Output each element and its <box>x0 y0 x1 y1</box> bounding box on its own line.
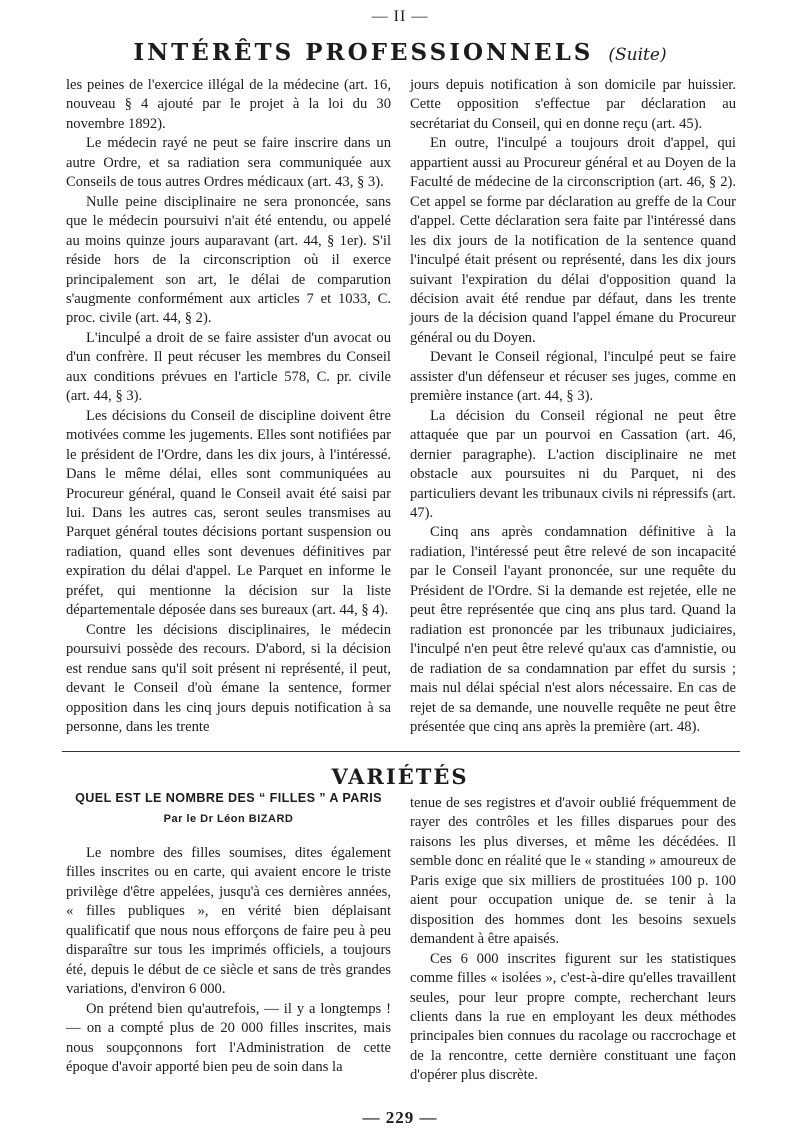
paragraph: jours depuis notification à son domicile par huissier. Cette opposition s'effectue par déclaration au secrétariat du Conseil, qui en donne reçu (art. 45). <box>410 77 736 132</box>
top-right-column <box>410 76 736 737</box>
paragraph: Le médecin rayé ne peut se faire inscrire dans un autre Ordre, et sa radiation sera communiquée aux Conseils de tous autres Ordres médicaux (art. 43, § 3). <box>66 135 391 191</box>
varietes-heading: VARIÉTÉS <box>331 764 469 789</box>
paragraph: Cinq ans après condamnation définitive à la radiation, l'intéressé peut être relevé de son incapacité par le Conseil l'ayant prononcée, sur une requête du Président de l'Ordre. Si la demande est rejetée, elle ne peut être représentée que cinq ans plus tard. Quand la radiation est prononcée par les tribunaux judiciaires, l'inculpé n'en peut être relevé qu'aux cas d'amnistie, ou de radiation de sa condamnation par effet du sursis ; mais nul délai spécial n'est alors nécessaire. En cas de rejet de sa demande, une nouvelle requête ne peut être présentée que cinq ans après la première (art. 48). <box>410 524 736 735</box>
paragraph: Contre les décisions disciplinaires, le médecin poursuivi possède des recours. D'abord, si la décision est rendue sans qu'il soit présent ni représenté, il peut, devant le Conseil d'où émane la sentence, former opposition dans les cinq jours depuis notification à sa personne, dans les trente <box>66 621 391 735</box>
paragraph: tenue de ses registres et d'avoir oublié fréquemment de rayer des contrôles et les filles disparues pour des raisons les plus diverses, et même les décédées. Il semble donc en réalité que le « standing » amoureux de Paris exige que six milliers de prostituées 100 p. 100 aient pour occupation unique de. se tenir à la disposition des hommes dont les besoins sexuels demandent à être apaisés. <box>410 795 736 948</box>
paragraph: Ces 6 000 inscrites figurent sur les statistiques comme filles « isolées », c'est-à-dire qu'elles travaillent seules, pour leur propre compte, recherchant leurs clients dans la rue en employant les deux méthodes principales bien connues du racolage ou raccrochage et de la rencontre, cette dernière constituant une façon d'opérer plus discrète. <box>410 950 736 1084</box>
section-title-text: INTÉRÊTS PROFESSIONNELS <box>133 39 594 66</box>
paragraph: On prétend bien qu'autrefois, — il y a longtemps ! — on a compté plus de 20 000 filles inscrites, mais nous soupçonnons fort l'Administration de cette époque d'avoir apporté bien peu de soin dans la <box>66 1000 391 1075</box>
section-title <box>0 40 800 68</box>
page-number: — 229 — <box>362 1108 438 1127</box>
paragraph: Nulle peine disciplinaire ne sera prononcée, sans que le médecin poursuivi n'ait été entendu, ou appelé au moins quinze jours auparavant (art. 44, § 1er). S'il réside hors de la circonscription où il exerce principalement son art, le délai de comparution s'augmente conformément aux articles 7 et 1033, C. proc. civile (art. 44, § 2). <box>66 193 391 327</box>
article-left-column <box>66 844 391 1077</box>
paragraph: Devant le Conseil régional, l'inculpé peut se faire assister d'un défenseur et récuser ses juges, comme en première instance (art. 44, § 3). <box>410 349 736 405</box>
paragraph: les peines de l'exercice illégal de la médecine (art. 16, nouveau § 4 ajouté par le projet à la loi du 30 novembre 1892). <box>66 77 391 132</box>
section-divider <box>62 751 740 752</box>
article-byline: Par le Dr Léon BIZARD <box>163 813 294 825</box>
running-header-number: — II — <box>371 8 429 25</box>
paragraph: Les décisions du Conseil de discipline doivent être motivées comme les jugements. Elles sont notifiées par le président de l'Ordre, dans les dix jours, à l'intéressé. Dans le même délai, elles sont communiquées au Procureur général, quand le Conseil avait été saisi par lui. Dans les autres cas, seront seules transmises au Parquet général toutes décisions portant suspension ou radiation, quand elles sont devenues définitives par expiration du délai d'appel. Le Parquet en informe le préfet, qui mentionne la décision sur la liste départementale déposée dans ses bureaux (art. 44, § 4). <box>66 407 391 619</box>
paragraph: Le nombre des filles soumises, dites également filles inscrites ou en carte, qui avaient encore le triste privilège d'être appelées, jusqu'à ces dernières années, « filles publiques », en vérité bien déplaisant qualificatif que nous nous efforçons de faire peu à peu disparaître sur tous les imprimés officiels, a toujours été, depuis le début de ce siècle et sans de très grandes variations, d'environ 6 000. <box>66 845 391 998</box>
paragraph: La décision du Conseil régional ne peut être attaquée que par un pourvoi en Cassation (art. 46, dernier paragraphe). L'action disciplinaire ne met obstacle aux poursuites ni du Parquet, ni des particuliers devant les tribunaux civils ni répressifs (art. 47). <box>410 407 736 521</box>
paragraph: En outre, l'inculpé a toujours droit d'appel, qui appartient aussi au Procureur général et au Doyen de la Faculté de médecine de la circonscription (art. 46, § 2). Cet appel se forme par déclaration au greffe de la Cour d'appel. Cette déclaration sera faite par l'intéressé dans les dix jours de la notification de la sentence quand l'inculpé était présent ou représenté, dans les dix jours suivant l'expiration du délai d'opposition quand la décision avait été rendue par défaut, dans les trente jours de la décision quand l'appel émane du Procureur général ou du Doyen. <box>410 135 736 346</box>
article-title: QUEL EST LE NOMBRE DES “ FILLES ” A PARIS <box>75 791 382 805</box>
article-right-column <box>410 794 736 1086</box>
top-left-column <box>66 76 391 737</box>
section-title-suite: (Suite) <box>608 45 667 65</box>
paragraph: L'inculpé a droit de se faire assister d'un avocat ou d'un confrère. Il peut récuser les membres du Conseil aux conditions prévues en l'article 578, C. pr. civile (art. 44, § 3). <box>66 329 391 405</box>
